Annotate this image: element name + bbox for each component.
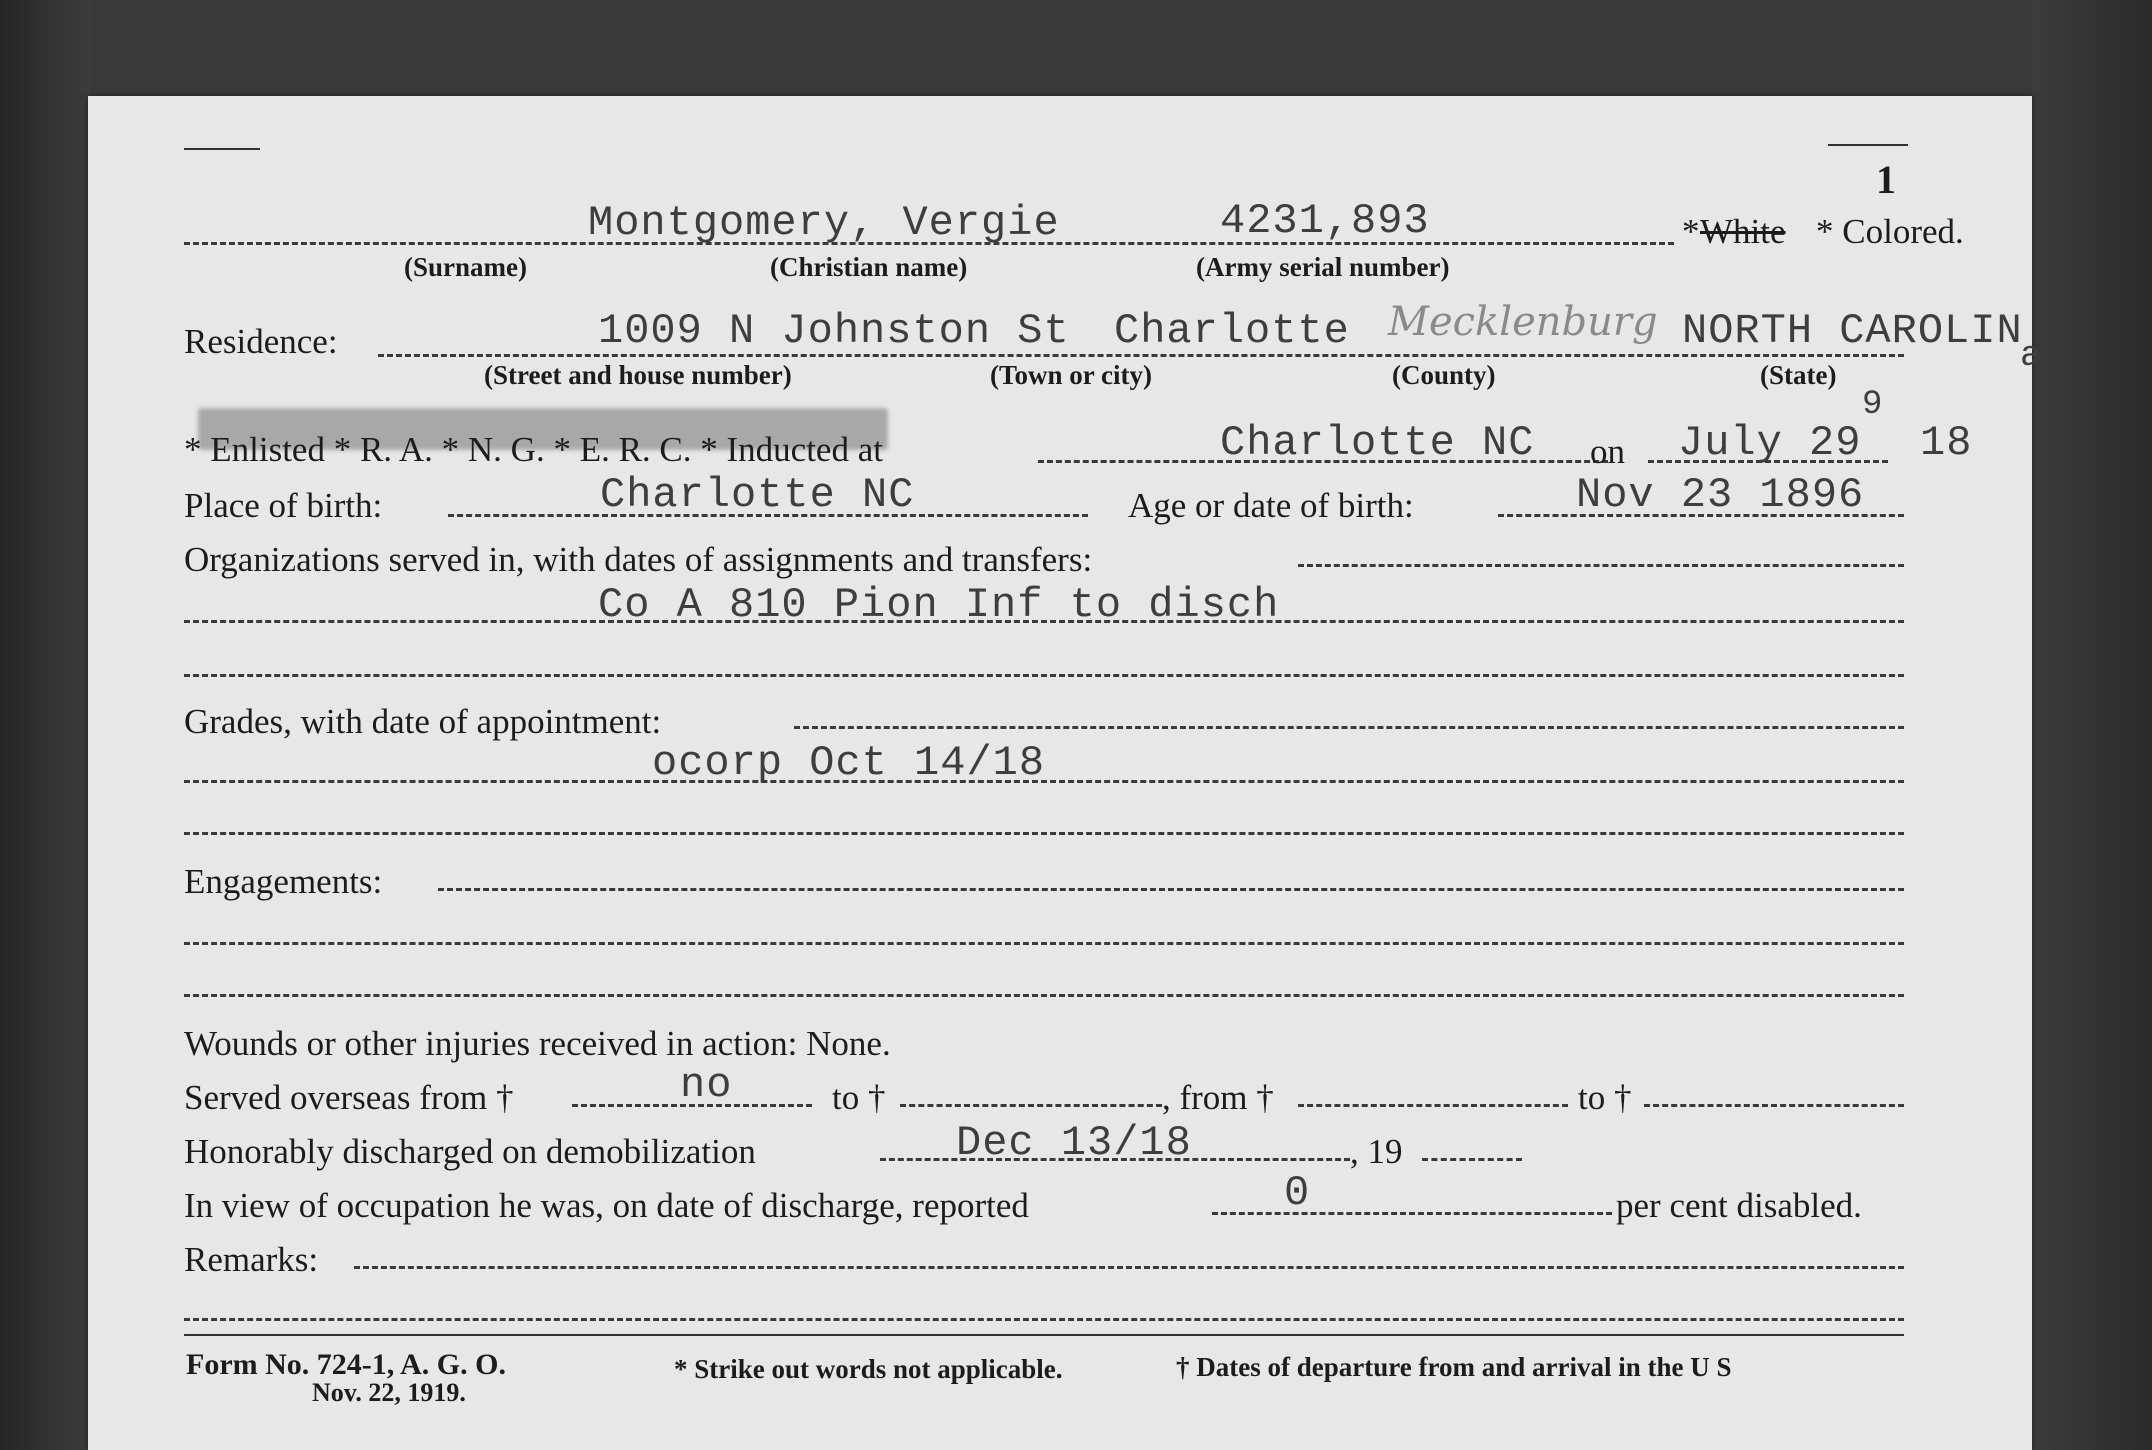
discharge-year-line [1422, 1158, 1522, 1161]
overseas-to-line [900, 1104, 1162, 1107]
street-caption: (Street and house number) [484, 360, 792, 390]
name-line [184, 242, 1674, 245]
service-type-line: * Enlisted * R. A. * N. G. * E. R. C. * Inducted at [184, 430, 883, 469]
birthplace-label: Place of birth: [184, 486, 383, 525]
induction-date-line [1648, 460, 1888, 463]
town-caption: (Town or city) [990, 360, 1152, 390]
county-caption: (County) [1392, 360, 1496, 390]
form-date: Nov. 22, 1919. [312, 1378, 466, 1407]
residence-street: 1009 N Johnston St [598, 307, 1070, 355]
disability-line [1212, 1212, 1612, 1215]
induction-date-correction: 9 [1862, 386, 1884, 424]
service-record-card [88, 96, 2043, 1450]
discharge-year-label: , 19 [1350, 1132, 1403, 1171]
grades-line-2 [184, 780, 1904, 783]
overseas-from-2-line [1298, 1104, 1568, 1107]
percent-disabled-label: per cent disabled. [1616, 1186, 1862, 1225]
remarks-line-2 [184, 1318, 1904, 1321]
birthplace-line [448, 514, 1088, 517]
white-struck-text: White [1700, 212, 1786, 251]
organizations-line-2 [184, 620, 1904, 623]
remarks-line-1 [354, 1266, 1904, 1269]
induction-year: 18 [1920, 419, 1973, 467]
overseas-value: no [680, 1061, 733, 1109]
scanner-background-left [0, 0, 90, 1450]
birthplace-value: Charlotte NC [600, 471, 915, 519]
name-value: Montgomery, Vergie [588, 199, 1060, 247]
footnote-dates: † Dates of departure from and arrival in the U S [1176, 1352, 1732, 1382]
overseas-from-2-label: , from † [1162, 1078, 1274, 1117]
engagements-line-1 [438, 888, 1904, 891]
discharge-label: Honorably discharged on demobilization [184, 1132, 756, 1171]
star-marker: * [1682, 212, 1700, 251]
footer-rule [184, 1334, 1904, 1336]
on-label: on [1590, 432, 1625, 471]
christian-name-caption: (Christian name) [770, 252, 968, 282]
disability-value: 0 [1284, 1169, 1311, 1217]
form-number: Form No. 724-1, A. G. O. [186, 1348, 506, 1381]
birth-date-line [1498, 514, 1904, 517]
organizations-line-1 [1298, 564, 1904, 567]
wounds-label: Wounds or other injuries received in action: None. [184, 1024, 891, 1063]
age-label: Age or date of birth: [1128, 486, 1414, 525]
residence-state: NORTH CAROLIN [1682, 307, 2023, 355]
grades-line-3 [184, 832, 1904, 835]
top-right-rule [1828, 144, 1908, 146]
discharge-line [880, 1158, 1350, 1161]
birth-date-value: Nov 23 1896 [1576, 471, 1865, 519]
grades-line-1 [794, 726, 1904, 729]
remarks-label: Remarks: [184, 1240, 319, 1279]
occupation-label: In view of occupation he was, on date of discharge, reported [184, 1186, 1029, 1225]
overseas-to-2-label: to † [1578, 1078, 1632, 1117]
overseas-to-2-line [1644, 1104, 1904, 1107]
serial-value: 4231,893 [1220, 197, 1430, 245]
residence-town: Charlotte [1114, 307, 1350, 355]
engagements-line-2 [184, 942, 1904, 945]
organizations-value: Co A 810 Pion Inf to disch [598, 581, 1280, 629]
overseas-label: Served overseas from † [184, 1078, 514, 1117]
card-number: 1 [1876, 157, 1896, 202]
footnote-strike: * Strike out words not applicable. [674, 1354, 1063, 1384]
scanner-background-right [2032, 0, 2152, 1450]
residence-line [378, 354, 1904, 357]
engagements-label: Engagements: [184, 862, 383, 901]
discharge-value: Dec 13/18 [956, 1119, 1192, 1167]
state-caption: (State) [1760, 360, 1837, 390]
serial-caption: (Army serial number) [1196, 252, 1450, 282]
grades-value: ocorp Oct 14/18 [652, 739, 1046, 787]
colored-text: * Colored. [1816, 212, 1964, 251]
organizations-line-3 [184, 674, 1904, 677]
residence-label: Residence: [184, 322, 338, 361]
engagements-line-3 [184, 994, 1904, 997]
residence-state-continuation: a [2020, 335, 2043, 376]
surname-caption: (Surname) [404, 252, 527, 282]
grades-label: Grades, with date of appointment: [184, 702, 662, 741]
overseas-from-line [572, 1104, 812, 1107]
induction-date: July 29 [1678, 419, 1862, 467]
residence-county: Mecklenburg [1388, 299, 1658, 345]
inducted-at-line [1038, 460, 1608, 463]
top-left-rule [184, 148, 260, 150]
overseas-to-label: to † [832, 1078, 886, 1117]
inducted-at-value: Charlotte NC [1220, 419, 1535, 467]
organizations-label: Organizations served in, with dates of assignments and transfers: [184, 540, 1093, 579]
